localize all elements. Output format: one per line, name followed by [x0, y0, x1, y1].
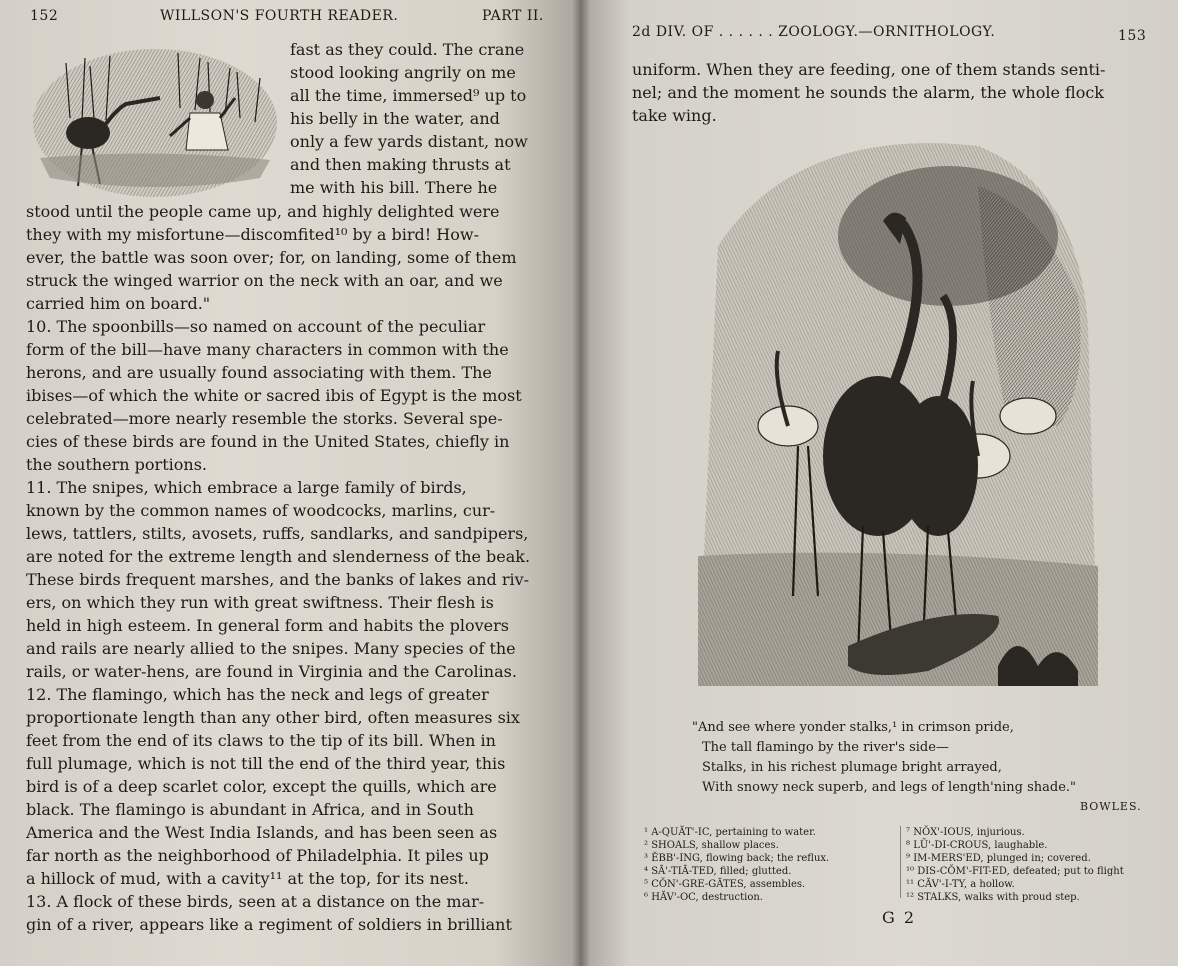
footnote: ¹ A-QUĂT'-IC, pertaining to water. [644, 827, 816, 838]
flamingo-engraving-illustration [678, 126, 1108, 706]
footnote: ⁹ IM-MERS'ED, plunged in; covered. [906, 853, 1091, 864]
part-label: PART II. [482, 8, 544, 24]
left-running-title: WILLSON'S FOURTH READER. [160, 8, 399, 24]
text-line: nel; and the moment he sounds the alarm, the whole flock [632, 83, 1104, 102]
text-line: me with his bill. There he [290, 178, 498, 197]
text-line: known by the common names of woodcocks, marlins, cur- [26, 501, 496, 520]
poem-line: "And see where yonder stalks,¹ in crimson pride, [692, 720, 1014, 735]
footnote: ¹¹ CĂV'-I-TY, a hollow. [906, 879, 1015, 890]
footnote: ¹² STALKS, walks with proud step. [906, 892, 1080, 903]
paragraph-11-start: 11. The snipes, which embrace a large family of birds, [26, 478, 467, 497]
left-page [0, 0, 582, 966]
text-line: cies of these birds are found in the United States, chiefly in [26, 432, 510, 451]
text-line: These birds frequent marshes, and the banks of lakes and riv- [26, 570, 530, 589]
text-line: his belly in the water, and [290, 109, 500, 128]
footnote: ³ ĔBB'-ING, flowing back; the reflux. [644, 853, 830, 864]
text-line: they with my misfortune—discomfited¹⁰ by a bird! How- [26, 225, 479, 244]
wrapped-text-block [290, 38, 552, 199]
footnote: ⁷ NŎX'-IOUS, injurious. [906, 827, 1025, 838]
left-main-text [26, 200, 552, 936]
paragraph-13-start: 13. A flock of these birds, seen at a distance on the mar- [26, 892, 485, 911]
footnote: ⁶ HĂV'-OC, destruction. [644, 892, 763, 903]
footnotes-left-column [644, 826, 906, 904]
footnote: ⁴ SĀ'-TIĀ-TED, filled; glutted. [644, 866, 792, 877]
text-line: far north as the neighborhood of Philadelphia. It piles up [26, 846, 489, 865]
text-line: uniform. When they are feeding, one of them stands senti- [632, 60, 1106, 79]
text-line: carried him on board." [26, 294, 211, 313]
text-line: and rails are nearly allied to the snipes. Many species of the [26, 639, 516, 658]
poem-line: The tall flamingo by the river's side— [702, 740, 949, 755]
footnote: ⁵ CŎN'-GRE-GĀTES, assembles. [644, 879, 806, 890]
text-line: struck the winged warrior on the neck with an oar, and we [26, 271, 503, 290]
poem-author: BOWLES. [1080, 800, 1142, 813]
footnotes-right-column [906, 826, 1168, 904]
text-line: ers, on which they run with great swiftness. Their flesh is [26, 593, 494, 612]
poem-line: Stalks, in his richest plumage bright arrayed, [702, 760, 1002, 775]
text-line: held in high esteem. In general form and habits the plovers [26, 616, 509, 635]
poem-quotation [692, 718, 1142, 798]
text-line: celebrated—more nearly resemble the storks. Several spe- [26, 409, 503, 428]
paragraph-10-start: 10. The spoonbills—so named on account of the peculiar [26, 317, 486, 336]
text-line: herons, and are usually found associating with them. The [26, 363, 492, 382]
text-line: only a few yards distant, now [290, 132, 528, 151]
text-line: ibises—of which the white or sacred ibis of Egypt is the most [26, 386, 522, 405]
text-line: rails, or water-hens, are found in Virginia and the Carolinas. [26, 662, 517, 681]
paragraph-12-start: 12. The flamingo, which has the neck and legs of greater [26, 685, 489, 704]
text-line: America and the West India Islands, and has been seen as [26, 823, 498, 842]
signature-mark: G 2 [882, 908, 917, 927]
right-page [582, 0, 1178, 966]
text-line: take wing. [632, 106, 717, 125]
right-page-number: 153 [1118, 28, 1147, 44]
text-line: form of the bill—have many characters in common with the [26, 340, 509, 359]
text-line: ever, the battle was soon over; for, on landing, some of them [26, 248, 517, 267]
text-line: proportionate length than any other bird, often measures six [26, 708, 520, 727]
text-line: a hillock of mud, with a cavity¹¹ at the top, for its nest. [26, 869, 469, 888]
text-line: feet from the end of its claws to the tip of its bill. When in [26, 731, 496, 750]
text-line: fast as they could. The crane [290, 40, 525, 59]
right-top-text [632, 58, 1132, 127]
division-label: 2d DIV. OF . . . . . . ZOOLOGY.—ORNITHOLOGY. [632, 24, 996, 40]
footnote: ¹⁰ DIS-CŎM'-FIT-ED, defeated; put to flight [906, 866, 1124, 877]
footnote: ⁸ LŪ'-DI-CROUS, laughable. [906, 840, 1048, 851]
text-line: all the time, immersed⁹ up to [290, 86, 527, 105]
text-line: black. The flamingo is abundant in Africa, and in South [26, 800, 474, 819]
poem-line: With snowy neck superb, and legs of length'ning shade." [702, 780, 1077, 795]
text-line: bird is of a deep scarlet color, except the quills, which are [26, 777, 497, 796]
left-page-number: 152 [30, 8, 59, 24]
footnote: ² SHOALS, shallow places. [644, 840, 779, 851]
text-line: the southern portions. [26, 455, 207, 474]
text-line: stood looking angrily on me [290, 63, 516, 82]
text-line: are noted for the extreme length and slenderness of the beak. [26, 547, 531, 566]
crane-engraving-illustration [30, 38, 280, 198]
text-line: lews, tattlers, stilts, avosets, ruffs, sandlarks, and sandpipers, [26, 524, 529, 543]
text-line: and then making thrusts at [290, 155, 511, 174]
text-line: stood until the people came up, and highly delighted were [26, 202, 500, 221]
book-gutter [572, 0, 590, 966]
text-line: gin of a river, appears like a regiment of soldiers in brilliant [26, 915, 512, 934]
text-line: full plumage, which is not till the end of the third year, this [26, 754, 506, 773]
